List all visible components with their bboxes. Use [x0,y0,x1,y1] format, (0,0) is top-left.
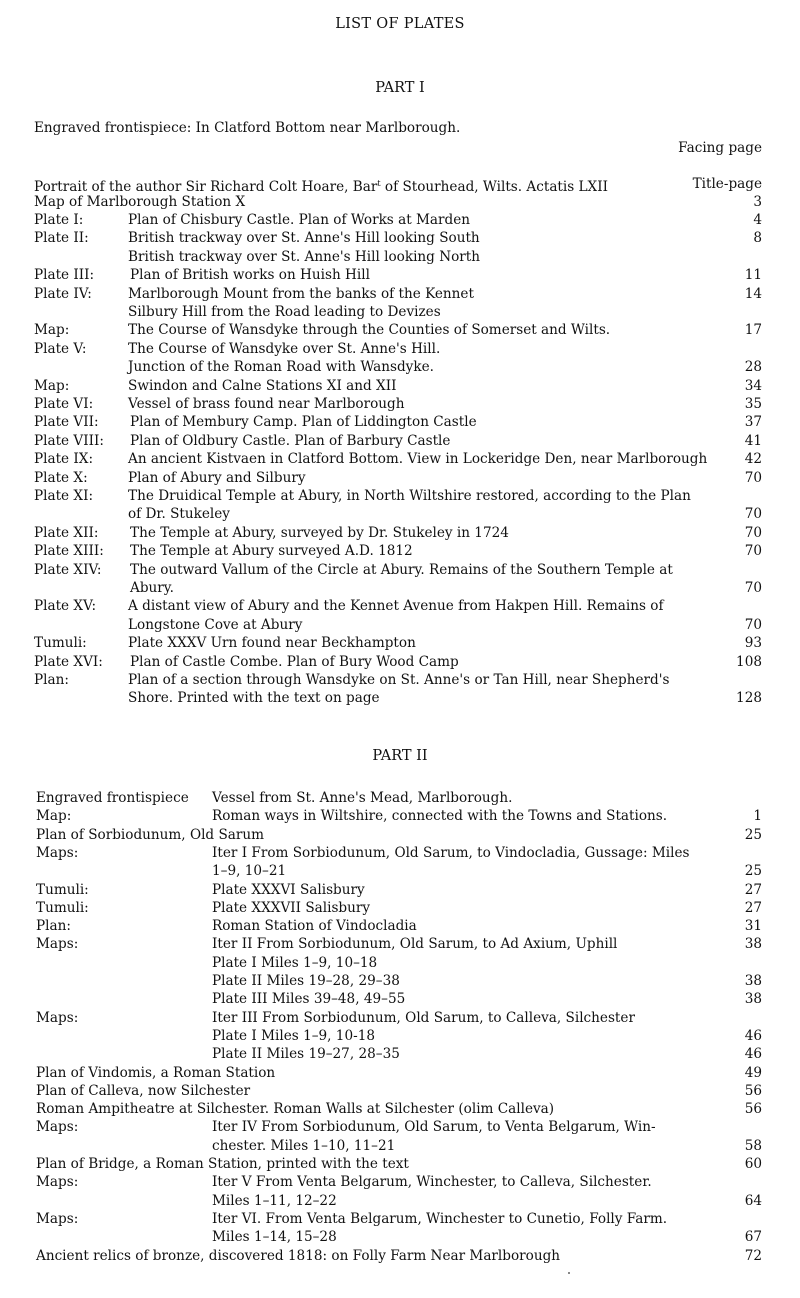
plate-label: Plate XVI: [34,653,103,670]
portrait-text: Portrait of the author Sir Richard Colt Hoare, Bar [34,179,378,195]
plate-label: Map: [34,322,70,339]
plate-description: Longstone Cove at Abury [128,616,303,633]
portrait-page: Title-page [692,176,762,192]
page-number: 14 [744,285,762,302]
plate-label: Plate III: [34,267,95,284]
map-station-page: 3 [753,194,762,210]
plate-description: Plate I Miles 1–9, 10-18 [212,1027,375,1044]
plate-label: Tumuli: [36,881,89,898]
plate-description: The Temple at Abury, surveyed by Dr. Stukeley in 1724 [130,524,509,541]
plate-label: Tumuli: [36,899,89,916]
page-number: 128 [736,690,762,707]
plate-description: Plate II Miles 19–27, 28–35 [212,1046,400,1063]
plate-description: The Course of Wansdyke over St. Anne's Hill. [128,340,441,357]
plate-label: Plate IX: [34,451,94,468]
plate-label: Map: [34,377,70,394]
plate-description: The Druidical Temple at Abury, in North Wiltshire restored, according to the Plan [128,488,691,504]
page-number: 70 [744,543,762,560]
plate-label: Plan: [36,918,71,935]
plate-label: Maps: [36,1174,79,1191]
plate-description: Iter II From Sorbiodunum, Old Sarum, to Ad Axium, Uphill [212,936,618,953]
plate-description: Shore. Printed with the text on page [128,690,380,707]
plate-label: Plate V: [34,340,87,357]
plate-description: Vessel of brass found near Marlborough [128,396,405,412]
page-number: 38 [744,973,762,989]
page-number: 64 [744,1192,762,1209]
page-number: 46 [744,1046,762,1063]
plate-description: Plan of Abury and Silbury [128,469,306,486]
plate-description: The outward Vallum of the Circle at Abury. Remains of the Southern Temple at [130,561,673,578]
plate-label: Maps: [36,1210,79,1227]
page-number: 70 [744,469,762,486]
page-number: 25 [744,826,762,843]
plate-description: Iter V From Venta Belgarum, Winchester, to Calleva, Silchester. [212,1174,652,1191]
plate-description: Plan of a section through Wansdyke on St. Anne's or Tan Hill, near Shepherd's [128,672,670,688]
plate-label: Map: [36,808,72,825]
plate-label: Plate VIII: [34,432,104,449]
page-number: 72 [744,1247,762,1264]
plate-label: Maps: [36,1119,79,1136]
plate-description: 1–9, 10–21 [212,863,287,880]
plate-description: Iter VI. From Venta Belgarum, Winchester to Cunetio, Folly Farm. [212,1210,668,1227]
plate-label: Plate II: [34,230,89,247]
plate-description: Plan of Oldbury Castle. Plan of Barbury Castle [130,432,451,449]
plate-description: Roman Ampitheatre at Silchester. Roman Walls at Silchester (olim Calleva) [36,1101,555,1118]
plate-description: British trackway over St. Anne's Hill looking South [128,230,480,247]
plate-label: Plan: [34,672,69,688]
plate-description: A distant view of Abury and the Kennet Avenue from Hakpen Hill. Remains of [128,598,664,615]
page-number: 4 [753,212,762,228]
map-station-entry: Map of Marlborough Station X [34,194,246,210]
plate-description: Roman ways in Wiltshire, connected with the Towns and Stations. [212,808,668,825]
plate-description: Marlborough Mount from the banks of the Kennet [128,285,474,302]
plate-description: Plate XXXV Urn found near Beckhampton [128,635,416,652]
page-number: 37 [744,414,762,431]
plate-description: Miles 1–14, 15–28 [212,1229,337,1246]
page-number: 27 [744,899,762,916]
page-number: 42 [744,451,762,468]
page-number: 41 [744,432,762,449]
plate-description: Swindon and Calne Stations XI and XII [128,377,397,394]
page-number: 70 [744,524,762,541]
plate-description: Plan of Membury Camp. Plan of Liddington Castle [130,414,477,431]
plate-label: Tumuli: [34,635,87,652]
plate-description: British trackway over St. Anne's Hill looking North [128,248,480,265]
plate-label: Engraved frontispiece [36,790,189,806]
page-number: 108 [736,653,762,670]
plate-description: Plan of British works on Huish Hill [130,267,370,284]
plate-description: An ancient Kistvaen in Clatford Bottom. View in Lockeridge Den, near Marlborough [128,451,708,468]
plate-description: Plan of Sorbiodunum, Old Sarum [36,826,265,843]
page-number: 70 [744,580,762,596]
plate-label: Plate XIII: [34,543,104,560]
plate-description: Plan of Calleva, now Silchester [36,1082,251,1099]
plate-description: chester. Miles 1–10, 11–21 [212,1137,396,1154]
page-number: 11 [744,267,762,284]
plate-label: Plate I: [34,212,84,228]
page-number: 58 [744,1137,762,1154]
plate-description: Plate XXXVI Salisbury [212,881,365,898]
plate-description: of Dr. Stukeley [128,506,230,523]
plate-label: Plate VI: [34,396,94,412]
plate-description: The Temple at Abury surveyed A.D. 1812 [130,543,413,560]
scan-speck [568,1272,570,1274]
page-title: LIST OF PLATES [335,16,465,32]
plate-label: Plate VII: [34,414,99,431]
page-number: 34 [744,377,762,394]
page-number: 49 [744,1064,762,1081]
page-number: 17 [744,322,762,339]
plate-description: Plate I Miles 1–9, 10–18 [212,954,378,971]
part2-heading: PART II [372,748,428,764]
page-number: 38 [744,991,762,1008]
plate-label: Plate XI: [34,488,94,504]
page-number: 46 [744,1027,762,1044]
plate-description: Plan of Chisbury Castle. Plan of Works at Marden [128,212,471,228]
plate-description: Vessel from St. Anne's Mead, Marlborough. [212,790,513,806]
page-number: 35 [744,396,762,412]
plate-label: Plate XII: [34,524,99,541]
page-number: 38 [744,936,762,953]
plate-description: Plan of Vindomis, a Roman Station [36,1064,276,1081]
plate-description: Plate II Miles 19–28, 29–38 [212,973,400,989]
plate-description: Miles 1–11, 12–22 [212,1192,337,1209]
plate-description: Iter I From Sorbiodunum, Old Sarum, to Vindocladia, Gussage: Miles [212,844,690,861]
page-number: 70 [744,506,762,523]
plate-label: Plate XV: [34,598,97,615]
plate-description: Plan of Bridge, a Roman Station, printed with the text [36,1156,409,1172]
part1-heading: PART I [375,80,425,96]
page-number: 1 [753,808,762,825]
portrait-sup: t [377,179,381,188]
page-number: 60 [744,1156,762,1172]
page-number: 27 [744,881,762,898]
plate-description: Junction of the Roman Road with Wansdyke. [128,359,434,376]
plate-description: Plate XXXVII Salisbury [212,899,371,916]
page-number: 67 [744,1229,762,1246]
part1-frontispiece: Engraved frontispiece: In Clatford Bottom near Marlborough. [34,120,461,136]
page-number: 31 [744,918,762,935]
page-number: 8 [753,230,762,247]
plate-label: Plate IV: [34,285,92,302]
plate-label: Plate XIV: [34,561,102,578]
page-number: 56 [744,1101,762,1118]
plate-label: Maps: [36,1009,79,1026]
plate-description: Iter IV From Sorbiodunum, Old Sarum, to Venta Belgarum, Win- [212,1119,656,1136]
portrait-text-after: of Stourhead, Wilts. Actatis LXII [380,179,608,195]
plate-description: Plate III Miles 39–48, 49–55 [212,991,406,1008]
plate-description: Ancient relics of bronze, discovered 1818: on Folly Farm Near Marlborough [36,1247,561,1264]
page-number: 70 [744,616,762,633]
plate-description: Roman Station of Vindocladia [212,918,417,935]
plate-description: Silbury Hill from the Road leading to Devizes [128,304,441,320]
plate-label: Maps: [36,936,79,953]
plate-description: Iter III From Sorbiodunum, Old Sarum, to Calleva, Silchester [212,1009,635,1026]
page-number: 25 [744,863,762,880]
plate-label: Plate X: [34,469,88,486]
facing-page-label: Facing page [678,140,762,156]
plate-description: Abury. [130,580,174,596]
plate-description: The Course of Wansdyke through the Counties of Somerset and Wilts. [128,322,611,339]
page-number: 56 [744,1082,762,1099]
page-number: 93 [744,635,762,652]
plate-label: Maps: [36,844,79,861]
page-number: 28 [744,359,762,376]
plate-description: Plan of Castle Combe. Plan of Bury Wood Camp [130,653,459,670]
